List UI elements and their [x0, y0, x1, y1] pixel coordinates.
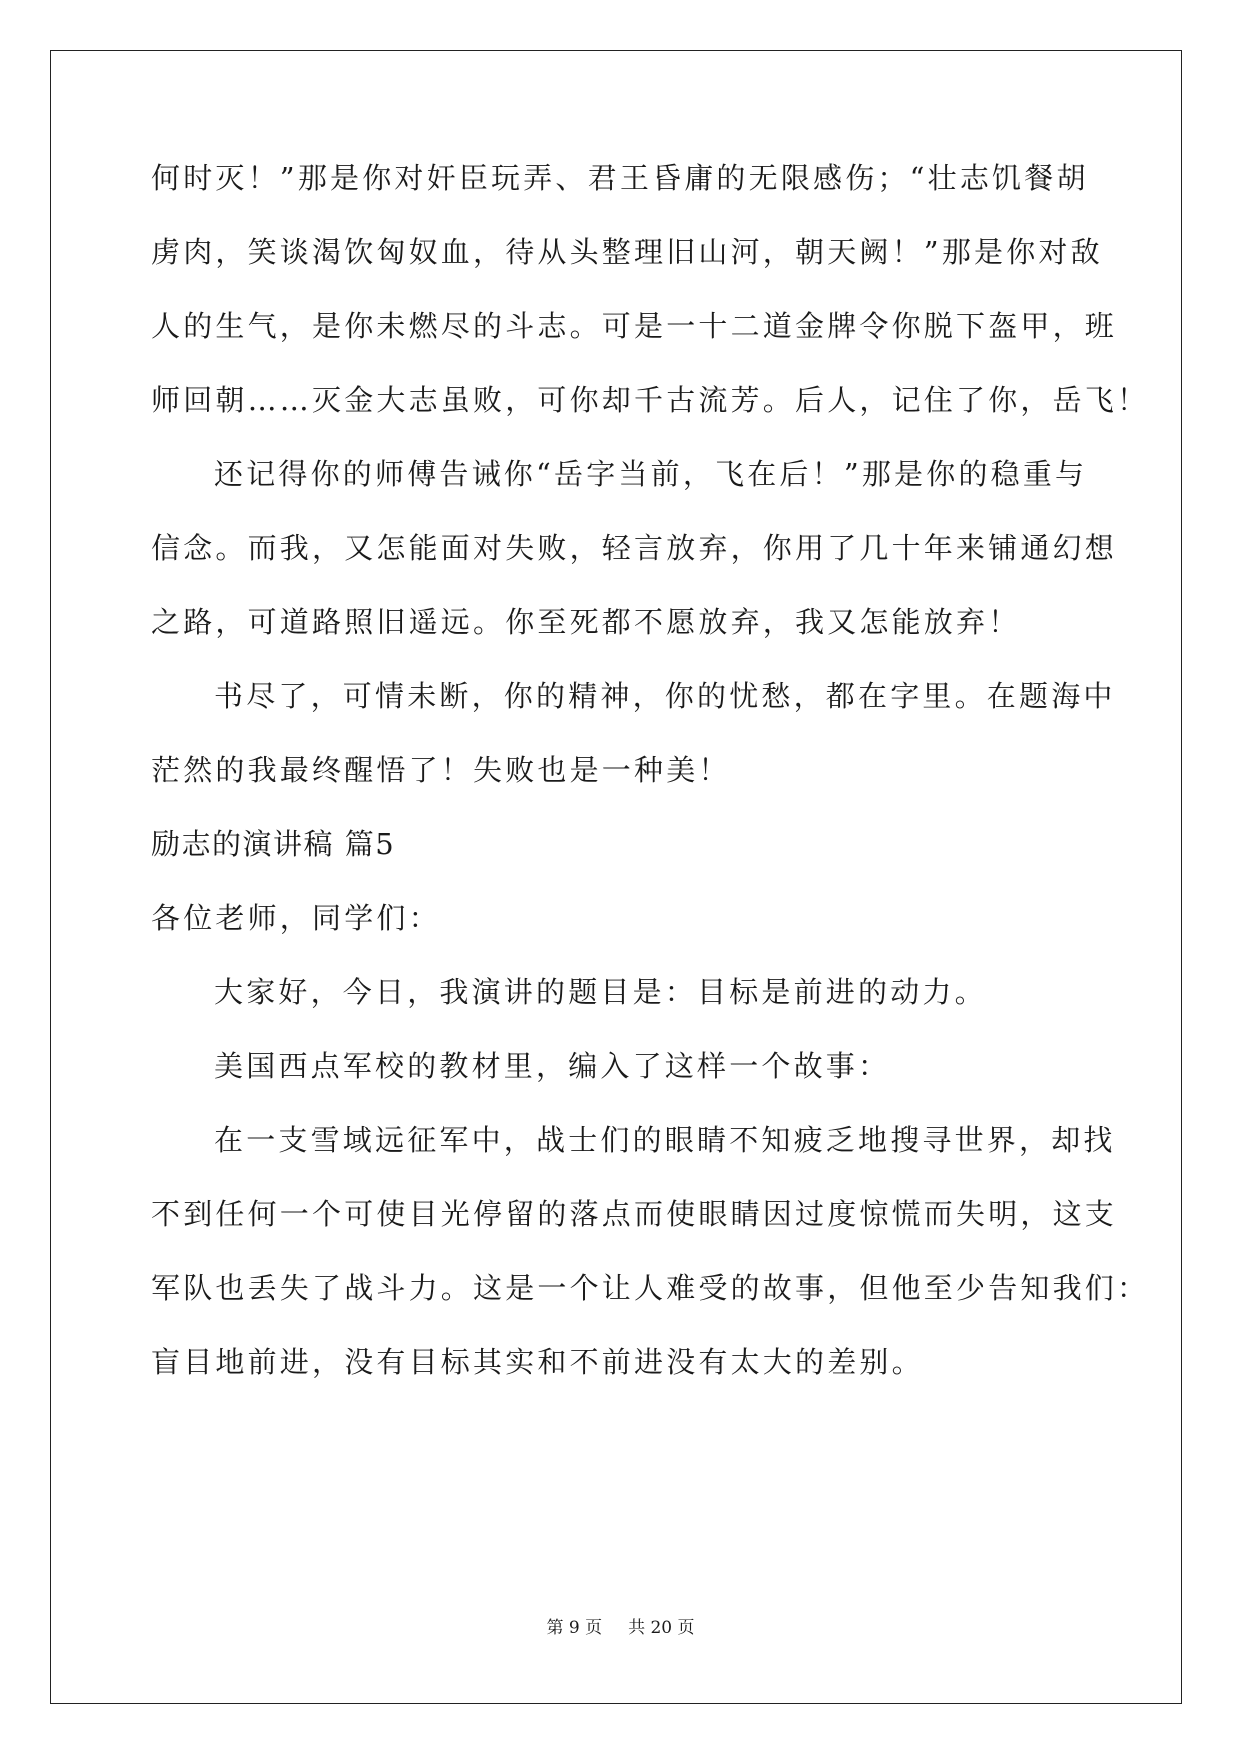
paragraph-start-line: 还记得你的师傅告诫你“岳字当前，飞在后！”那是你的稳重与	[214, 457, 1088, 491]
paragraph-start-line: 美国西点军校的教材里，编入了这样一个故事：	[214, 1049, 891, 1083]
text-line: 之路，可道路照旧遥远。你至死都不愿放弃，我又怎能放弃！	[151, 605, 1021, 639]
text-line: 不到任何一个可使目光停留的落点而使眼睛因过度惊慌而失明，这支	[151, 1197, 1118, 1231]
paragraph-start-line: 书尽了，可情未断，你的精神，你的忧愁，都在字里。在题海中	[214, 679, 1116, 713]
page-number: 第 9 页	[546, 1618, 603, 1638]
text-line: 盲目地前进，没有目标其实和不前进没有太大的差别。	[151, 1345, 924, 1379]
text-line: 何时灭！”那是你对奸臣玩弄、君王昏庸的无限感伤；“壮志饥餐胡	[151, 161, 1089, 195]
text-line: 军队也丢失了战斗力。这是一个让人难受的故事，但他至少告知我们：	[151, 1271, 1150, 1305]
text-line: 茫然的我最终醒悟了！失败也是一种美！	[151, 753, 731, 787]
paragraph-start-line: 大家好，今日，我演讲的题目是：目标是前进的动力。	[214, 975, 987, 1009]
page-total: 共 20 页	[628, 1618, 695, 1638]
text-line: 人的生气，是你未燃尽的斗志。可是一十二道金牌令你脱下盔甲，班	[151, 309, 1118, 343]
text-line: 信念。而我，又怎能面对失败，轻言放弃，你用了几十年来铺通幻想	[151, 531, 1118, 565]
salutation: 各位老师，同学们：	[151, 901, 441, 935]
page-footer	[0, 1616, 1241, 1640]
paragraph-start-line: 在一支雪域远征军中，战士们的眼睛不知疲乏地搜寻世界，却找	[214, 1123, 1116, 1157]
text-line: 虏肉，笑谈渴饮匈奴血，待从头整理旧山河，朝天阙！”那是你对敌	[151, 235, 1103, 269]
page-border	[50, 50, 1182, 1704]
section-heading: 励志的演讲稿 篇5	[151, 827, 396, 861]
text-line: 师回朝……灭金大志虽败，可你却千古流芳。后人，记住了你，岳飞！	[151, 383, 1150, 417]
